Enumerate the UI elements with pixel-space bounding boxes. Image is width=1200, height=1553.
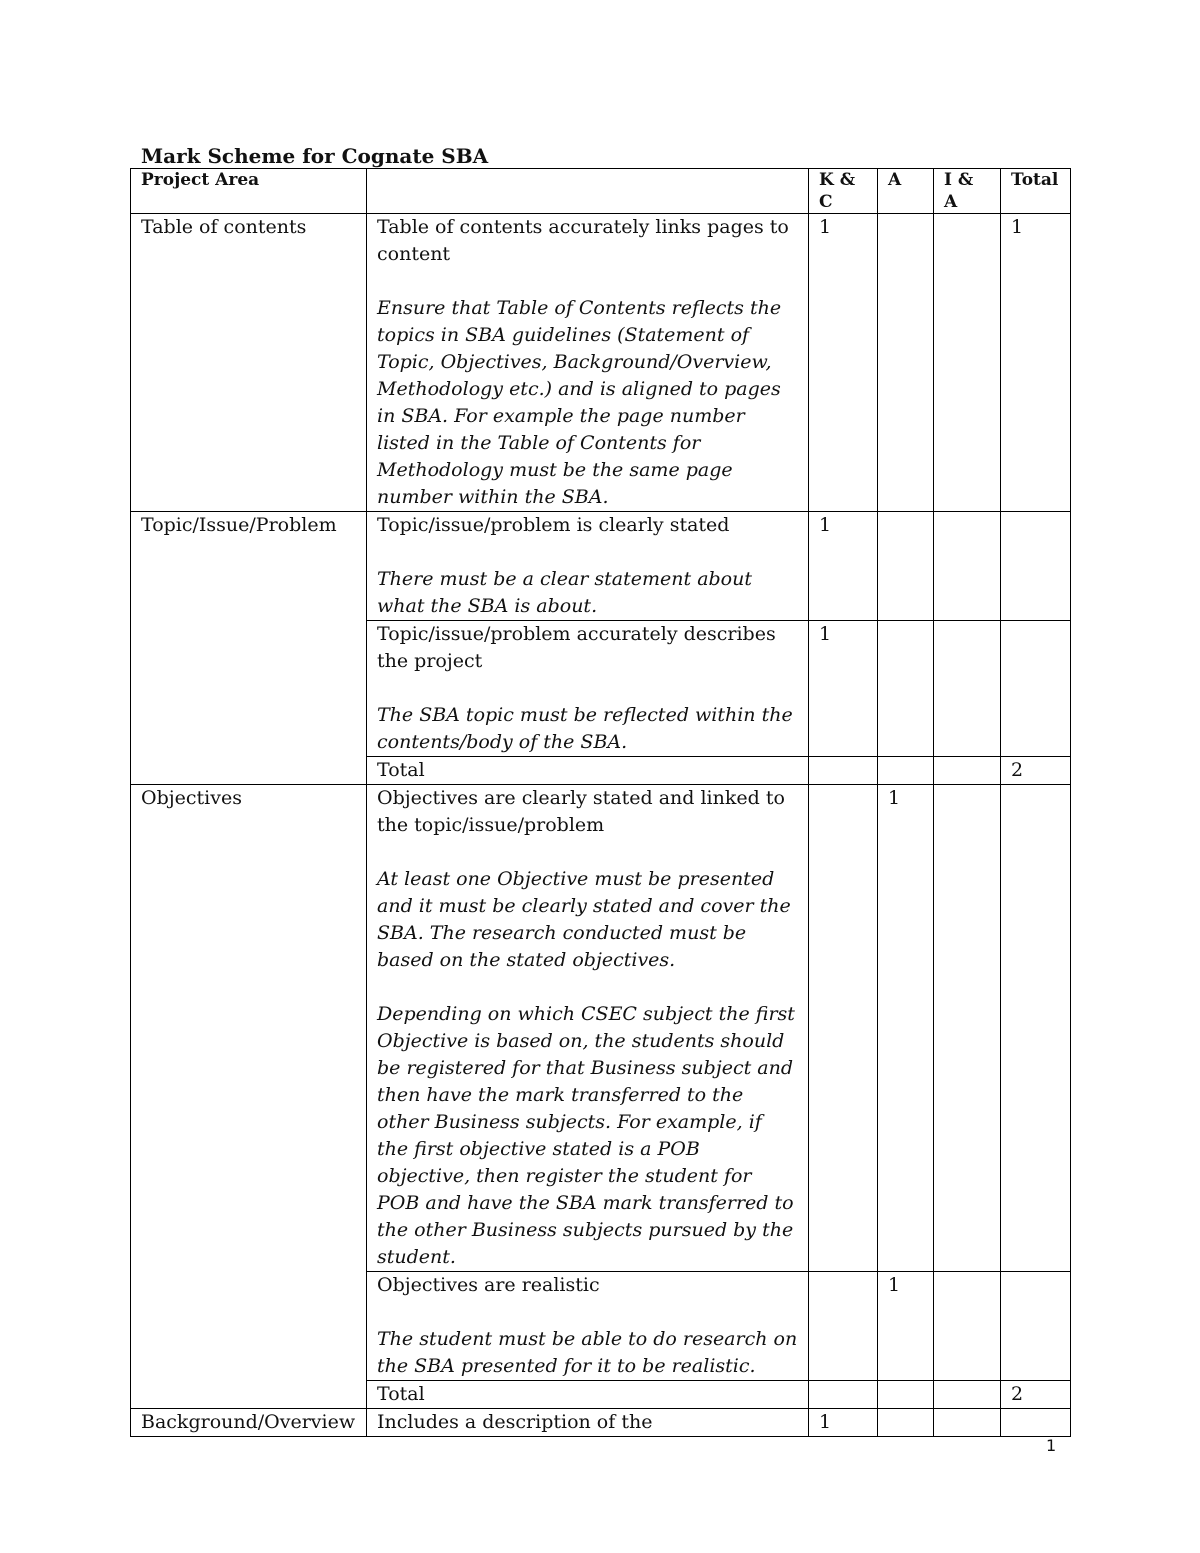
criterion-text: Objectives are clearly stated and linked to the topic/issue/problem — [377, 787, 785, 836]
header-total: Total — [1001, 169, 1071, 214]
criterion-cell — [367, 214, 809, 512]
criterion-cell: Total — [367, 757, 809, 785]
a-mark — [878, 1409, 934, 1437]
project-area-cell: Background/Overview — [131, 1409, 367, 1437]
table-header-row — [131, 169, 1071, 214]
kc-mark: 1 — [809, 512, 878, 621]
total-mark: 2 — [1001, 1381, 1071, 1409]
criterion-cell: Includes a description of the — [367, 1409, 809, 1437]
ia-mark — [934, 621, 1001, 757]
total-mark — [1001, 1409, 1071, 1437]
a-mark — [878, 757, 934, 785]
kc-mark — [809, 1272, 878, 1381]
table-row — [131, 512, 1071, 621]
criterion-text: Topic/issue/problem is clearly stated — [377, 514, 730, 536]
project-area-cell: Topic/Issue/Problem — [131, 512, 367, 785]
ia-mark — [934, 757, 1001, 785]
header-kc: K & C — [809, 169, 878, 214]
mark-scheme-table — [130, 168, 1071, 1437]
a-mark: 1 — [878, 785, 934, 1272]
criterion-cell — [367, 785, 809, 1272]
header-a: A — [878, 169, 934, 214]
table-row — [131, 785, 1071, 1272]
guidance-note: There must be a clear statement about what the SBA is about. — [377, 568, 752, 617]
ia-mark — [934, 512, 1001, 621]
header-criteria — [367, 169, 809, 214]
kc-mark — [809, 1381, 878, 1409]
kc-mark: 1 — [809, 1409, 878, 1437]
guidance-note: The SBA topic must be reflected within the contents/body of the SBA. — [377, 704, 793, 753]
page-number: 1 — [1046, 1436, 1057, 1455]
total-mark: 2 — [1001, 757, 1071, 785]
a-mark — [878, 512, 934, 621]
header-project-area: Project Area — [131, 169, 367, 214]
guidance-note: Ensure that Table of Contents reflects the topics in SBA guidelines (Statement of Topic, Objectives, Background/Overview, Methodology etc.) and is aligned to pages in SBA. For example the page number listed in the Table of Contents for Methodology must be the same page number within the SBA. — [377, 297, 782, 508]
kc-mark — [809, 785, 878, 1272]
criterion-text: Table of contents accurately links pages to content — [377, 216, 789, 265]
ia-mark — [934, 214, 1001, 512]
ia-mark — [934, 1409, 1001, 1437]
total-mark — [1001, 785, 1071, 1272]
criterion-cell: Total — [367, 1381, 809, 1409]
kc-mark: 1 — [809, 214, 878, 512]
document-title: Mark Scheme for Cognate SBA — [141, 144, 489, 168]
header-ia: I & A — [934, 169, 1001, 214]
ia-mark — [934, 1381, 1001, 1409]
guidance-note: At least one Objective must be presented and it must be clearly stated and cover the SBA. The research conducted must be based on the stated objectives. — [377, 868, 791, 971]
ia-mark — [934, 785, 1001, 1272]
criterion-cell — [367, 621, 809, 757]
guidance-note: Depending on which CSEC subject the first Objective is based on, the students should be registered for that Business subject and then have the mark transferred to the other Business subjects. For example, if the first objective stated is a POB objective, then register the student for POB and have the SBA mark transferred to the other Business subjects pursued by the student. — [377, 1003, 795, 1268]
kc-mark: 1 — [809, 621, 878, 757]
kc-mark — [809, 757, 878, 785]
total-mark — [1001, 512, 1071, 621]
a-mark — [878, 621, 934, 757]
criterion-text: Topic/issue/problem accurately describes the project — [377, 623, 776, 672]
project-area-cell: Objectives — [131, 785, 367, 1409]
a-mark — [878, 214, 934, 512]
a-mark: 1 — [878, 1272, 934, 1381]
project-area-cell: Table of contents — [131, 214, 367, 512]
total-mark: 1 — [1001, 214, 1071, 512]
table-row — [131, 214, 1071, 512]
ia-mark — [934, 1272, 1001, 1381]
criterion-cell — [367, 512, 809, 621]
criterion-cell — [367, 1272, 809, 1381]
a-mark — [878, 1381, 934, 1409]
guidance-note: The student must be able to do research on the SBA presented for it to be realistic. — [377, 1328, 798, 1377]
total-mark — [1001, 621, 1071, 757]
total-mark — [1001, 1272, 1071, 1381]
table-row — [131, 1409, 1071, 1437]
criterion-text: Objectives are realistic — [377, 1274, 600, 1296]
